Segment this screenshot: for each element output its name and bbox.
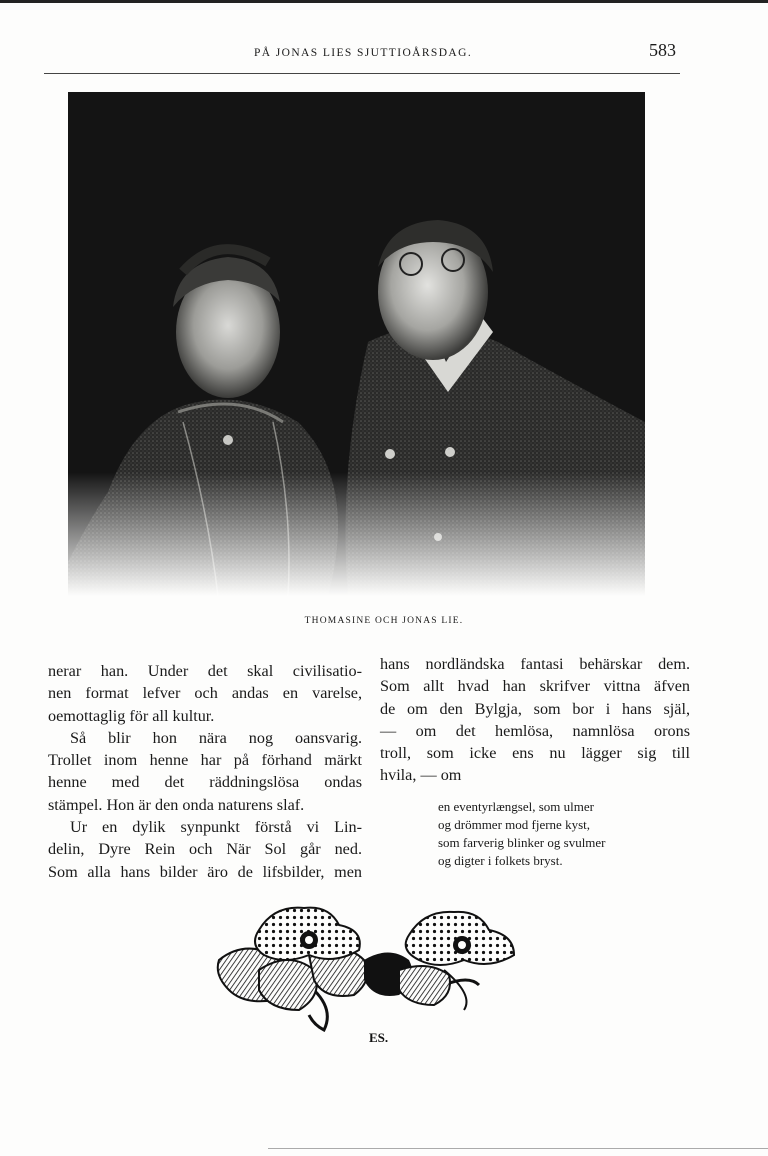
text-line: nerar han. Under det skal civilisatio- — [48, 662, 362, 680]
text-line: troll, som icke ens nu lägger sig till — [380, 744, 690, 763]
header-rule — [44, 73, 680, 74]
text-line: Ur en dylik synpunkt förstå vi Lin- — [70, 818, 362, 837]
verse-line: som farverig blinker og svulmer — [438, 835, 606, 850]
text-line: hans nordländska fantasi behärskar dem. — [380, 655, 690, 673]
page-number: 583 — [649, 40, 676, 60]
text-line: henne med det räddningslösa ondas — [48, 773, 362, 792]
figure-caption: THOMASINE OCH JONAS LIE. — [304, 616, 464, 626]
text-line: Som allt hvad han skrifver vittna äfven — [380, 677, 690, 696]
text-line: de om den Bylgja, som bor i hans själ, — [380, 699, 690, 718]
floral-ornament — [214, 900, 524, 1050]
right-text-column — [380, 653, 690, 787]
text-line: nen format lefver och andas en varelse, — [48, 684, 362, 703]
text-line: stämpel. Hon är den onda naturens slaf. — [48, 795, 305, 814]
text-line: Så blir hon nära nog oansvarig. — [70, 728, 362, 747]
text-line: Trollet inom henne har på förhand märkt — [48, 751, 362, 770]
monogram-signature: ES. — [369, 1030, 389, 1045]
text-line: Som alla hans bilder äro de lifsbilder, men — [48, 862, 362, 881]
text-line: hvila, — om — [380, 766, 462, 785]
bottom-rule — [268, 1148, 768, 1149]
text-line: — om det hemlösa, namnlösa orons — [380, 721, 690, 740]
top-edge-rule — [0, 0, 768, 3]
verse-quotation — [438, 798, 606, 870]
text-line: oemottaglig för all kultur. — [48, 706, 215, 725]
verse-line: og drömmer mod fjerne kyst, — [438, 817, 590, 832]
text-line: delin, Dyre Rein och När Sol går ned. — [48, 840, 362, 859]
verse-line: og digter i folkets bryst. — [438, 853, 563, 868]
portrait-photograph — [68, 92, 645, 596]
verse-line: en eventyrlængsel, som ulmer — [438, 799, 594, 814]
left-text-column — [48, 660, 362, 883]
page-header — [44, 38, 680, 74]
running-head: PÅ JONAS LIES SJUTTIOÅRSDAG. — [254, 47, 473, 59]
